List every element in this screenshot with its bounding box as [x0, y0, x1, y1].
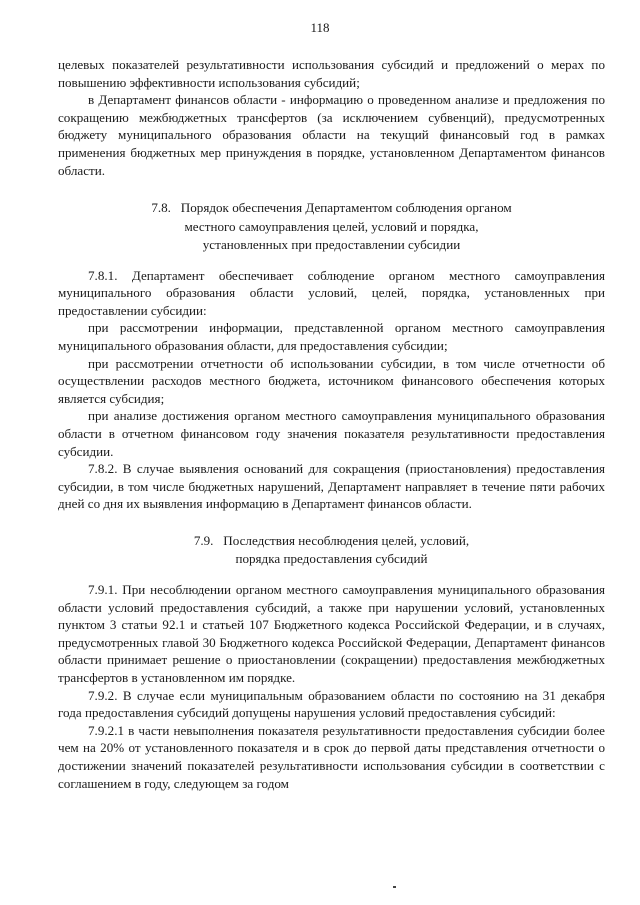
scan-speck: [393, 886, 396, 888]
paragraph: 7.8.2. В случае выявления оснований для сокращения (приостановления) предоставления субсидии, в том числе бюджетных нарушений, Департамент направляет в течение пяти рабочих дней со дня их выявления информацию в Департамент финансов области.: [58, 461, 605, 512]
paragraph: 7.9.1. При несоблюдении органом местного самоуправления муниципального образования области условий предоставления субсидий, а также при нарушении условий, установленных пунктом 3 статьи 92.1 и статьей 107 Бюджетного кодекса Российской Федерации, и в случаях, предусмотренных главой 30 Бюджетного кодекса Российской Федерации, Департамент финансов области принимает решение о приостановлении (сокращении) предоставления межбюджетных трансфертов в установленном им порядке.: [58, 581, 605, 685]
heading-line: 7.8. Порядок обеспечения Департаментом соблюдения органом: [151, 200, 512, 216]
paragraph: в Департамент финансов области - информацию о проведенном анализе и предложения по сокращению межбюджетных трансфертов (за исключением субвенций), предусмотренных бюджету муниципального образования области на текущий финансовый год в рамках применения бюджетных мер принуждения в порядке, установленном Департаментом финансов области.: [58, 92, 605, 178]
section-heading-7-9: [58, 532, 605, 569]
paragraph: при анализе достижения органом местного самоуправления муниципального образования области в отчетном финансовом году значения показателя результативности предоставления субсидии.: [58, 408, 605, 459]
paragraph: 7.9.2.1 в части невыполнения показателя результативности предоставления субсидии более чем на 20% от установленного показателя и в срок до первой даты представления отчетности о достижении значений показателей результативности использования субсидии в соответствии с соглашением в году, следующем за годом: [58, 722, 605, 791]
document-body: [58, 56, 605, 792]
page-number: 118: [310, 20, 330, 35]
section-heading-7-8: [58, 199, 605, 255]
heading-line: 7.9. Последствия несоблюдения целей, условий,: [193, 532, 470, 548]
paragraph: 7.8.1. Департамент обеспечивает соблюдение органом местного самоуправления муниципального образования области условий, целей, порядка, установленных при предоставлении субсидии:: [58, 267, 605, 318]
paragraph: 7.9.2. В случае если муниципальным образованием области по состоянию на 31 декабря года предоставления субсидий допущены нарушения условий предоставления субсидий:: [58, 687, 605, 721]
paragraph: при рассмотрении информации, представленной органом местного самоуправления муниципального образования области, для предоставления субсидии;: [58, 320, 605, 354]
heading-line: порядка предоставления субсидий: [235, 551, 428, 567]
heading-line: установленных при предоставлении субсидии: [202, 237, 461, 253]
heading-line: местного самоуправления целей, условий и порядка,: [184, 218, 479, 234]
paragraph: при рассмотрении отчетности об использовании субсидии, в том числе отчетности об осуществлении расходов местного бюджета, источником финансового обеспечения которых является субсидия;: [58, 355, 605, 406]
paragraph: целевых показателей результативности использования субсидий и предложений о мерах по повышению эффективности использования субсидий;: [58, 57, 605, 90]
